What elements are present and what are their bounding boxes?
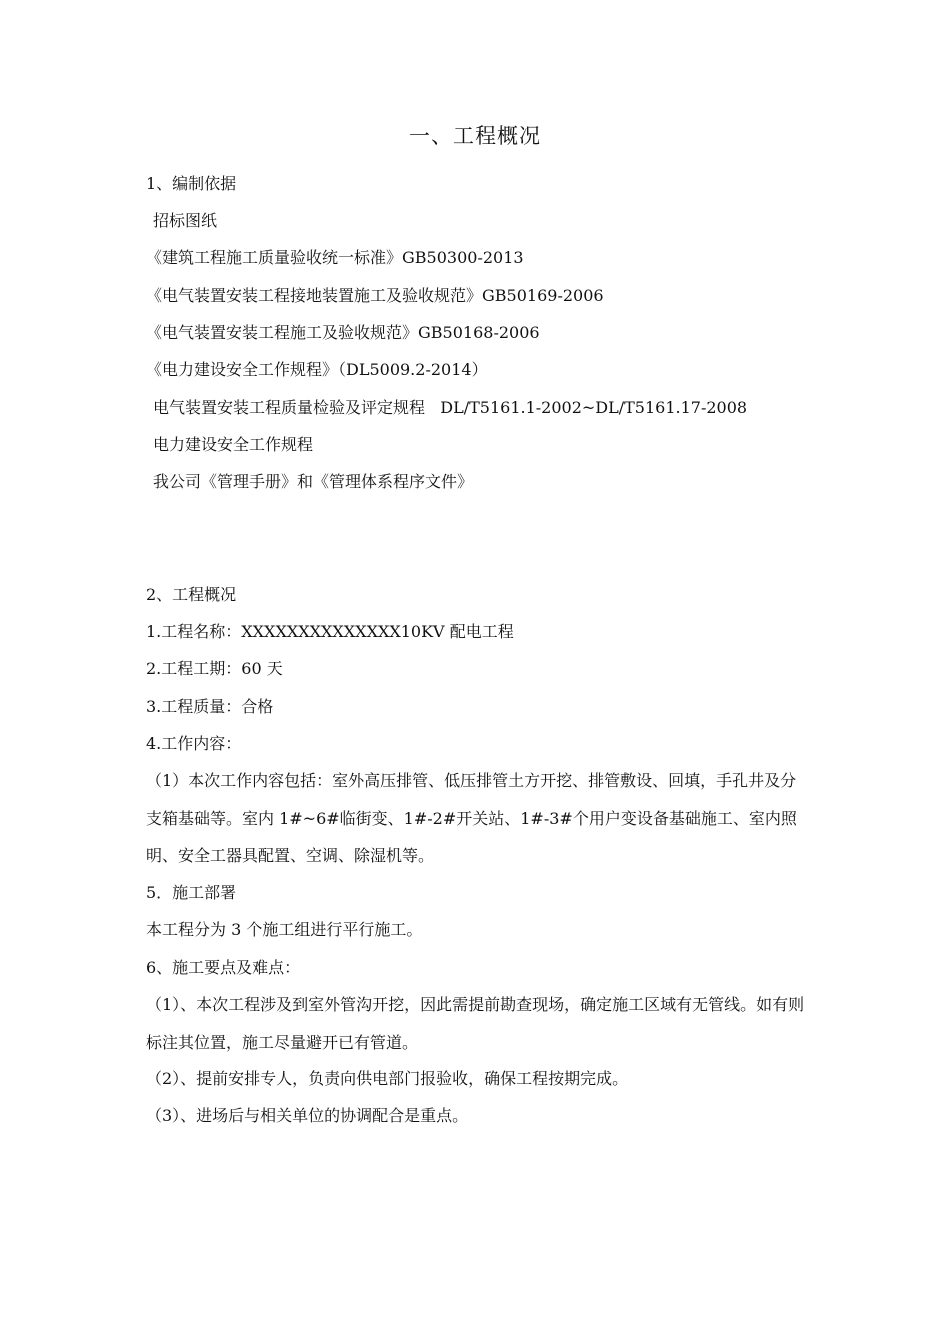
basis-item: 电力建设安全工作规程 bbox=[153, 435, 314, 454]
project-quality: 3.工程质量：合格 bbox=[146, 697, 274, 716]
deployment-heading: 5．施工部署 bbox=[146, 883, 237, 902]
work-content-heading: 4.工作内容： bbox=[146, 734, 242, 753]
basis-item: 《电力建设安全工作规程》（DL5009.2-2014） bbox=[146, 360, 488, 379]
basis-item: 电气装置安装工程质量检验及评定规程 DL/T5161.1-2002~DL/T5161.17-2008 bbox=[153, 398, 748, 417]
basis-item: 我公司《管理手册》和《管理体系程序文件》 bbox=[153, 472, 474, 491]
project-period: 2.工程工期：60 天 bbox=[146, 659, 283, 678]
document-title: 一、工程概况 bbox=[409, 124, 541, 148]
key-point: （3）、进场后与相关单位的协调配合是重点。 bbox=[146, 1106, 469, 1125]
work-content-paragraph: （1）本次工作内容包括：室外高压排管、低压排管土方开挖、排管敷设、回填，手孔井及分支箱基础等。室内 1#~6#临街变、1#-2#开关站、1#-3#个用户变设备基础施工、室内照明、安全工器具配置、空调、除湿机等。 bbox=[146, 771, 797, 865]
key-point: （1）、本次工程涉及到室外管沟开挖，因此需提前勘查现场，确定施工区域有无管线。如有则标注其位置，施工尽量避开已有管道。 bbox=[146, 995, 805, 1052]
project-name: 1.工程名称：XXXXXXXXXXXXXX10KV 配电工程 bbox=[146, 622, 514, 641]
key-point: （2）、提前安排专人，负责向供电部门报验收，确保工程按期完成。 bbox=[146, 1069, 629, 1088]
basis-item: 《建筑工程施工质量验收统一标准》GB50300-2013 bbox=[146, 248, 524, 267]
basis-item: 招标图纸 bbox=[153, 211, 218, 230]
key-points-heading: 6、施工要点及难点： bbox=[146, 958, 301, 977]
section-2-heading: 2、工程概况 bbox=[146, 585, 237, 604]
section-1-heading: 1、编制依据 bbox=[146, 174, 237, 193]
basis-item: 《电气装置安装工程施工及验收规范》GB50168-2006 bbox=[146, 323, 540, 342]
basis-item: 《电气装置安装工程接地装置施工及验收规范》GB50169-2006 bbox=[146, 286, 604, 305]
deployment-text: 本工程分为 3 个施工组进行平行施工。 bbox=[146, 920, 423, 939]
